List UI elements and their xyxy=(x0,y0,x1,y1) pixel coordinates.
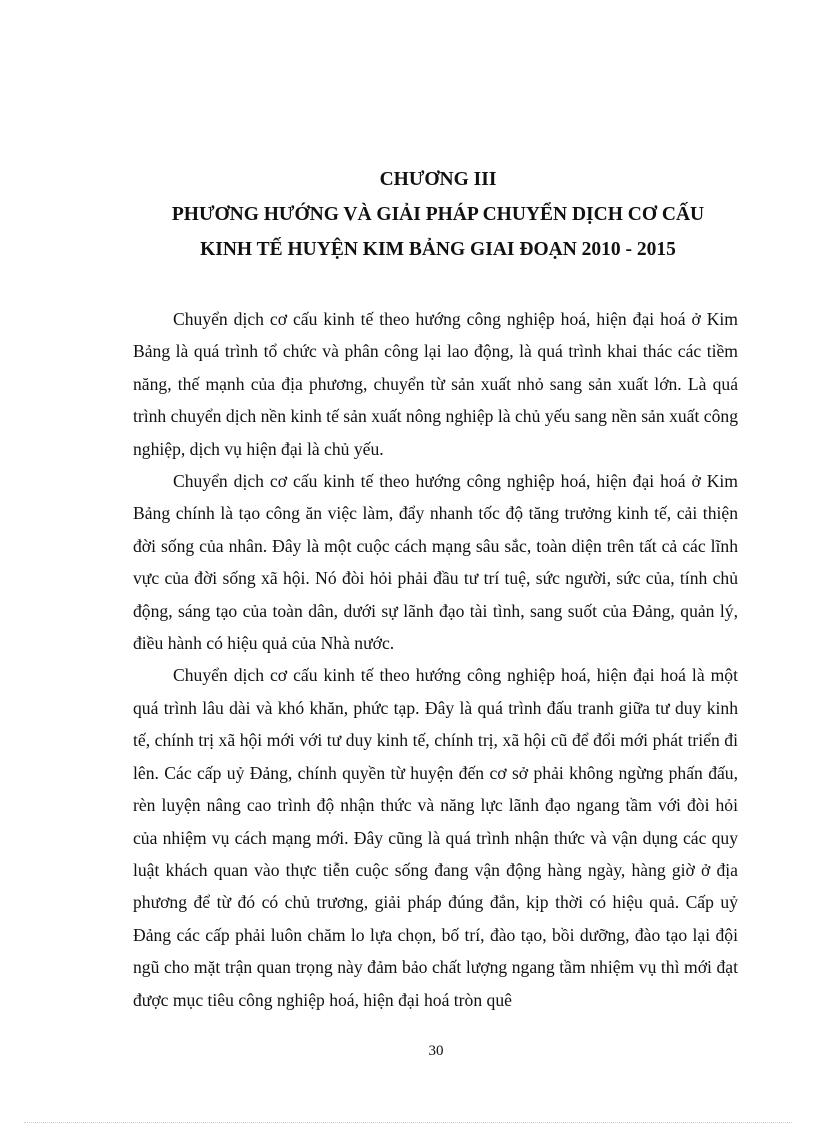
paragraph: Chuyển dịch cơ cấu kinh tế theo hướng công nghiệp hoá, hiện đại hoá là một quá trình lâu dài và khó khăn, phức tạp. Đây là quá trình đấu tranh giữa tư duy kinh tế, chính trị xã hội mới với tư duy kinh tế, chính trị, xã hội cũ để đổi mới phát triển đi lên. Các cấp uỷ Đảng, chính quyền từ huyện đến cơ sở phải không ngừng phấn đấu, rèn luyện nâng cao trình độ nhận thức và năng lực lãnh đạo ngang tầm với đòi hỏi của nhiệm vụ cách mạng mới. Đây cũng là quá trình nhận thức và vận dụng các quy luật khách quan vào thực tiễn cuộc sống đang vận động hàng ngày, hàng giờ ở địa phương để từ đó có chủ trương, giải pháp đúng đắn, kịp thời có hiệu quả. Cấp uỷ Đảng các cấp phải luôn chăm lo lựa chọn, bố trí, đào tạo, bồi dưỡng, đào tạo lại đội ngũ cho mặt trận quan trọng này đảm bảo chất lượng ngang tầm nhiệm vụ thì mới đạt được mục tiêu công nghiệp hoá, hiện đại hoá tròn quê xyxy=(133,665,738,1010)
chapter-title-line-1: PHƯƠNG HƯỚNG VÀ GIẢI PHÁP CHUYỂN DỊCH CƠ CẤU xyxy=(171,204,705,225)
chapter-title-line-2: KINH TẾ HUYỆN KIM BẢNG GIAI ĐOẠN 2010 - 2015 xyxy=(200,239,676,260)
paragraph: Chuyển dịch cơ cấu kinh tế theo hướng công nghiệp hoá, hiện đại hoá ở Kim Bảng là quá trình tổ chức và phân công lại lao động, là quá trình khai thác các tiềm năng, thế mạnh của địa phương, chuyển từ sản xuất nhỏ sang sản xuất lớn. Là quá trình chuyển dịch nền kinh tế sản xuất nông nghiệp là chủ yếu sang nền sản xuất công nghiệp, dịch vụ hiện đại là chủ yếu. xyxy=(133,309,738,459)
body-text xyxy=(133,303,738,1016)
chapter-number: CHƯƠNG III xyxy=(379,169,497,190)
chapter-heading xyxy=(120,162,756,267)
paragraph: Chuyển dịch cơ cấu kinh tế theo hướng công nghiệp hoá, hiện đại hoá ở Kim Bảng chính là tạo công ăn việc làm, đẩy nhanh tốc độ tăng trưởng kinh tế, cải thiện đời sống của nhân. Đây là một cuộc cách mạng sâu sắc, toàn diện trên tất cả các lĩnh vực của đời sống xã hội. Nó đòi hỏi phải đầu tư trí tuệ, sức người, sức của, tính chủ động, sáng tạo của toàn dân, dưới sự lãnh đạo tài tình, sang suốt của Đảng, quản lý, điều hành có hiệu quả của Nhà nước. xyxy=(133,471,738,654)
page-number: 30 xyxy=(428,1043,444,1059)
